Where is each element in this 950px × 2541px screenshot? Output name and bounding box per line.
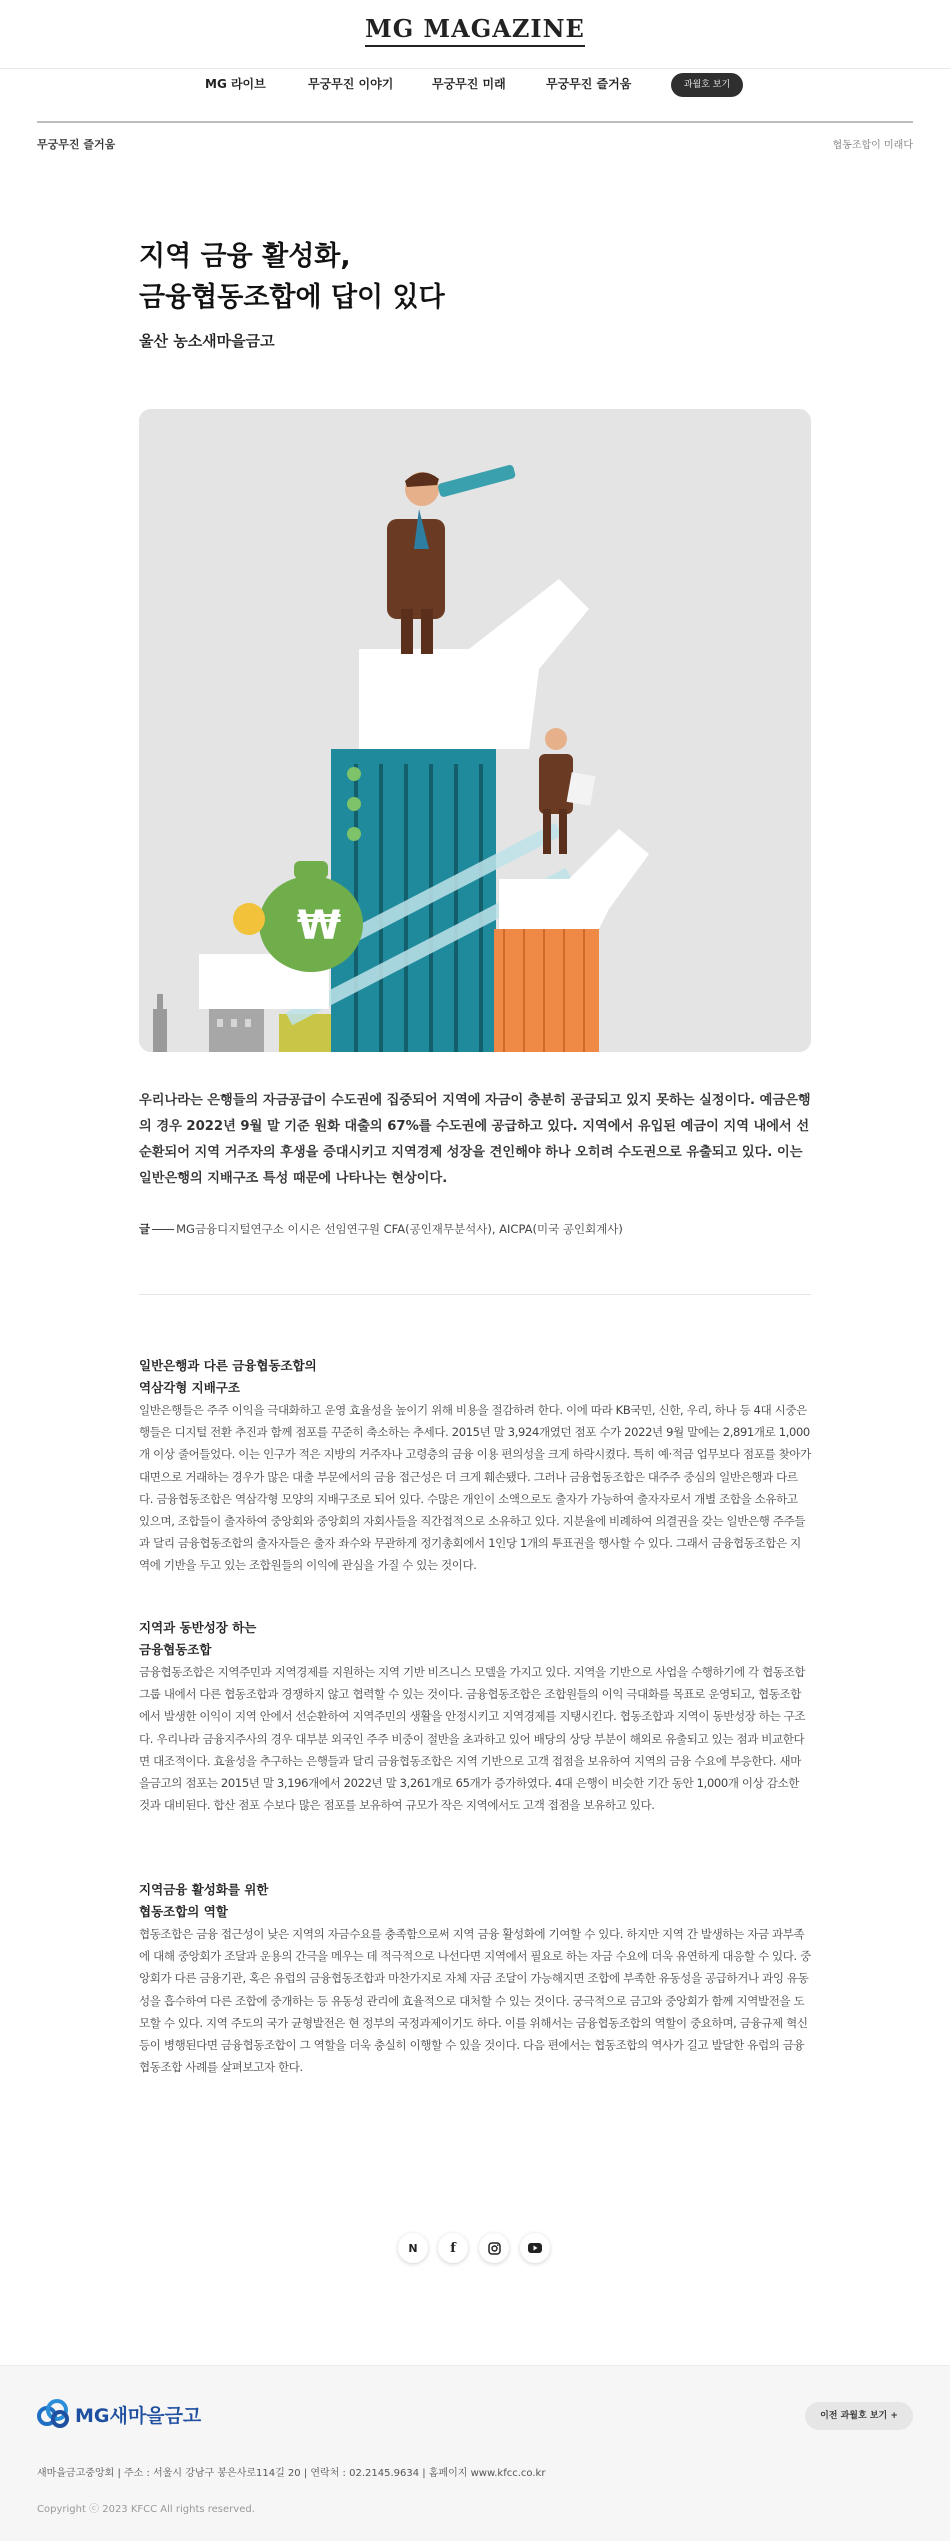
hero-illustration [139, 409, 811, 1052]
article-byline [139, 1221, 811, 1237]
article-section-2 [139, 1617, 811, 1816]
section-2-body: 금융협동조합은 지역주민과 지역경제를 지원하는 지역 기반 비즈니스 모델을 가지고 있다. 지역을 기반으로 사업을 수행하기에 각 협동조합 그룹 내에서 다른 협동조합과 경쟁하지 않고 협력할 수 있는 것이다. 금융협동조합은 조합원들의 이익 극대화를 목표로 운영되고, 협동조합에서 발생한 이익이 지역 안에서 선순환하여 지역주민의 생활을 안정시키고 지역경제를 지탱시킨다. 협동조합과 지역이 동반성장 하는 구조다. 우리나라 금융지주사의 경우 대부분 외국인 주주 비중이 절반을 초과하고 있어 배당의 상당 부분이 해외로 유출되고 있는 점과 비교한다면 대조적이다. 효율성을 추구하는 은행들과 달리 금융협동조합은 지역 기반으로 고객 접점을 보유하여 지역의 금융 수요에 부응한다. 새마을금고의 점포는 2015년 말 3,196개에서 2022년 말 3,261개로 65개가 증가하였다. 4대 은행이 비슷한 기간 동안 1,000개 이상 감소한 것과 대비된다. 합산 점포 수보다 많은 점포를 보유하여 규모가 작은 지역에서도 고객 접점을 보유하고 있다. [139, 1665, 806, 1813]
nav-item-story[interactable]: 무궁무진 이야기 [308, 77, 394, 91]
article-title-line2: 금융협동조합에 답이 있다 [139, 282, 445, 313]
youtube-icon [528, 2243, 542, 2253]
nav-item-fun[interactable]: 무궁무진 즐거움 [546, 77, 632, 91]
facebook-share-button[interactable] [438, 2233, 468, 2263]
article-section-1 [139, 1355, 811, 1577]
section-3-heading-2: 협동조합의 역할 [139, 1904, 228, 1919]
site-logo[interactable]: MG MAGAZINE [0, 14, 950, 43]
naver-share-button[interactable] [398, 2233, 428, 2263]
section-2-heading-2: 금융협동조합 [139, 1642, 212, 1657]
nav-item-future[interactable]: 무궁무진 미래 [432, 77, 506, 91]
won-symbol: ₩ [297, 903, 342, 949]
site-header [0, 0, 950, 120]
article-title [139, 236, 819, 318]
article-section-3 [139, 1879, 811, 2078]
content-divider [139, 1294, 811, 1295]
section-3-heading-1: 지역금융 활성화를 위한 [139, 1882, 269, 1897]
series-label[interactable]: 협동조합이 미래다 [832, 140, 913, 151]
article-title-line1: 지역 금융 활성화, [139, 241, 351, 272]
nav-item-mg-live[interactable]: MG 라이브 [205, 77, 266, 91]
category-label[interactable]: 무궁무진 즐거움 [37, 138, 116, 151]
hero-illustration-svg [139, 409, 811, 1052]
main-nav [0, 70, 950, 100]
back-issues-button[interactable]: 과월호 보기 [671, 73, 743, 97]
instagram-share-button[interactable] [479, 2233, 509, 2263]
footer-address: 새마을금고중앙회 | 주소 : 서울시 강남구 봉은사로114길 20 | 연락처 : 02.2145.9634 | 홈페이지 www.kfcc.co.kr [37, 2468, 546, 2479]
footer-logo-text: MG새마을금고 [75, 2404, 202, 2427]
footer-logo[interactable] [37, 2399, 201, 2429]
previous-issues-button[interactable]: 이전 과월호 보기 + [805, 2402, 913, 2430]
byline-author: MG금융디지털연구소 이시은 선임연구원 CFA(공인재무분석사), AICPA(미국 공인회계사) [176, 1222, 623, 1236]
byline-label: 글 [139, 1222, 151, 1236]
article-lead: 우리나라는 은행들의 자금공급이 수도권에 집중되어 지역에 자금이 충분히 공급되고 있지 못하는 실정이다. 예금은행의 경우 2022년 9월 말 기준 원화 대출의 67%를 수도권에 공급하고 있다. 지역에서 유입된 예금이 지역 내에서 선순환되어 지역 거주자의 후생을 증대시키고 지역경제 성장을 견인해야 하나 오히려 수도권으로 유출되고 있다. 이는 일반은행의 지배구조 특성 때문에 나타나는 현상이다. [139, 1093, 811, 1186]
section-rule [37, 121, 913, 123]
site-footer [0, 2365, 950, 2541]
header-divider [0, 68, 950, 69]
section-2-heading-1: 지역과 동반성장 하는 [139, 1620, 257, 1635]
footer-copyright: Copyright ⓒ 2023 KFCC All rights reserved. [37, 2504, 255, 2515]
mg-cloud-logo-icon [37, 2399, 69, 2429]
instagram-icon [488, 2242, 501, 2255]
article-subtitle: 울산 농소새마을금고 [139, 332, 275, 350]
naver-icon: N [408, 2241, 418, 2255]
section-3-body: 협동조합은 금융 접근성이 낮은 지역의 자금수요를 충족함으로써 지역 금융 활성화에 기여할 수 있다. 하지만 지역 간 발생하는 자금 과부족에 대해 중앙회가 조달과 운용의 간극을 메우는 데 적극적으로 나선다면 지역에서 필요로 하는 자금 수요에 더욱 유연하게 대응할 수 있다. 중앙회가 다른 금융기관, 혹은 유럽의 금융협동조합과 마찬가지로 자체 자금 조달이 가능해지면 조합에 부족한 유동성을 공급하거나 과잉 유동성을 흡수하여 다른 조합에 중개하는 등 유동성 관리에 효율적으로 대처할 수 있는 것이다. 궁극적으로 금고와 중앙회가 함께 지역발전을 도모할 수 있다. 지역 주도의 국가 균형발전은 현 정부의 국정과제이기도 하다. 이를 위해서는 금융협동조합의 역할이 중요하며, 금융규제 혁신 등이 병행된다면 금융협동조합이 그 역할을 더욱 충실히 이행할 수 있을 것이다. 다음 편에서는 협동조합의 역사가 길고 발달한 유럽의 금융협동조합 사례를 살펴보고자 한다. [139, 1927, 811, 2075]
byline-rule [152, 1229, 174, 1230]
section-1-heading-2: 역삼각형 지배구조 [139, 1380, 240, 1395]
section-1-heading-1: 일반은행과 다른 금융협동조합의 [139, 1358, 317, 1373]
facebook-icon: f [450, 2240, 456, 2256]
section-1-body: 일반은행들은 주주 이익을 극대화하고 운영 효율성을 높이기 위해 비용을 절감하려 한다. 이에 따라 KB국민, 신한, 우리, 하나 등 4대 시중은행들은 디지털 전환 추진과 함께 점포를 꾸준히 축소하는 추세다. 2015년 말 3,924개였던 점포 수가 2022년 9월 말에는 2,891개로 1,000개 이상 줄어들었다. 이는 인구가 적은 지방의 거주자나 고령층의 금융 이용 편의성을 크게 하락시켰다. 특히 예·적금 업무보다 점포를 찾아가 대면으로 거래하는 경우가 많은 대출 부문에서의 금융 접근성은 더 크게 훼손됐다. 그러나 금융협동조합은 대주주 중심의 일반은행과 다르다. 금융협동조합은 역삼각형 모양의 지배구조로 되어 있다. 수많은 개인이 소액으로도 출자가 가능하여 출자자로서 개별 조합을 소유하고 있으며, 조합들이 출자하여 중앙회와 중앙회의 자회사들을 직간접적으로 소유하고 있다. 지분율에 비례하여 의결권을 갖는 일반은행 주주들과 달리 금융협동조합의 출자자들은 출자 좌수와 무관하게 정기총회에서 1인당 1개의 투표권을 행사할 수 있다. 그래서 금융협동조합은 지역에 기반을 두고 있는 조합원들의 이익에 관심을 가질 수 있는 것이다. [139, 1403, 811, 1573]
youtube-share-button[interactable] [520, 2233, 550, 2263]
